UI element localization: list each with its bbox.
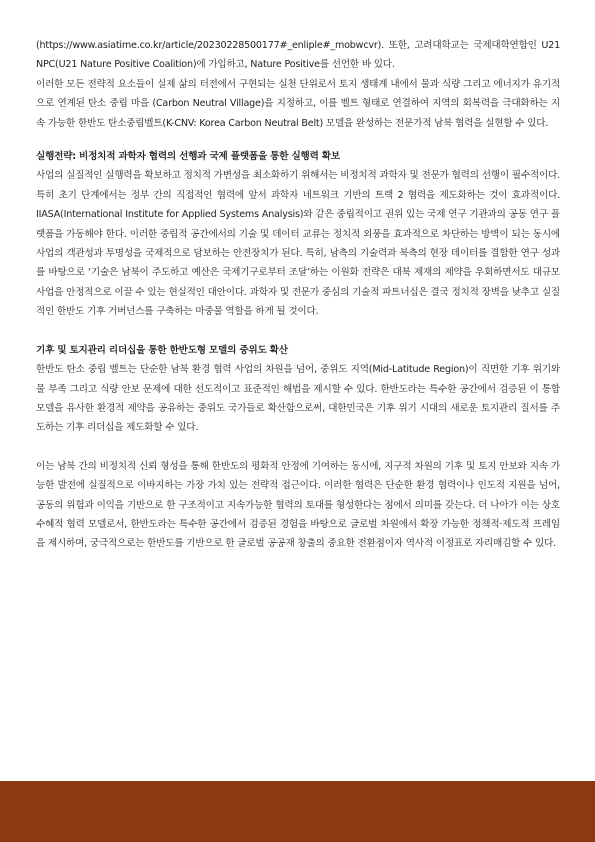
intro-paragraph-2: 이러한 모든 전략적 요소들이 실제 삶의 터전에서 구현되는 실천 단위로서 토지 생태계 내에서 물과 식량 그리고 에너지가 유기적으로 연계된 탄소 중립 마을 (Carbon Neutral Village)을 지정하고, 이를 벨트 형태로 연결하여 지역의 회복력을 극대화하는 지속 가능한 한반도 탄소중립벨트(K-CNV: Korea Carbon Neutral Belt) 모델을 완성하는 전문가적 남북 협력을 실현할 수 있다. [36, 78, 560, 129]
section-heading-strategy: 실행전략: 비정치적 과학자 협력의 선행과 국제 플랫폼을 통한 실행력 확보 [36, 151, 340, 163]
section-heading-leadership: 기후 및 토지관리 리더십을 통한 한반도형 모델의 중위도 확산 [36, 344, 288, 356]
conclusion-paragraph: 이는 남북 간의 비정치적 신뢰 형성을 통해 한반도의 평화적 안정에 기여하는 동시에, 지구적 차원의 기후 및 토지 안보와 지속 가능한 발전에 실질적으로 이바지하는 가장 가치 있는 전략적 접근이다. 이러한 협력은 단순한 환경 협력이나 인도적 지원을 넘어, 공동의 위험과 이익을 기반으로 한 구조적이고 지속가능한 협력의 토대를 형성한다는 점에서 의미를 갖는다. 더 나아가 이는 상호 수혜적 협력 모델로서, 한반도라는 특수한 공간에서 검증된 경험을 바탕으로 글로벌 차원에서 확장 가능한 정책적·제도적 프레임을 제시하며, 궁극적으로는 한반도를 기반으로 한 글로벌 공공재 창출의 중요한 전환점이자 역사적 이정표로 자리매김할 수 있다. [36, 460, 560, 550]
intro-paragraph-1: (https://www.asiatime.co.kr/article/20230228500177#_enliple#_mobwcvr). 또한, 고려대학교는 국제대학연합인 U21 NPC(U21 Nature Positive Coalition)에 가입하고, Nature Positive를 선언한 바 있다. [36, 40, 560, 71]
footer-band [0, 781, 595, 842]
section-body-leadership: 한반도 탄소 중립 벨트는 단순한 남북 환경 협력 사업의 차원을 넘어, 중위도 지역(Mid-Latitude Region)이 직면한 기후 위기와 물 부족 그리고 식량 안보 문제에 대한 선도적이고 표준적인 해법을 제시할 수 있다. 한반도라는 특수한 공간에서 검증된 이 통합 모델을 유사한 환경적 제약을 공유하는 중위도 국가들로 확산함으로써, 대한민국은 기후 위기 시대의 새로운 토지관리 질서를 주도하는 기후 리더십을 제도화할 수 있다. [36, 364, 560, 434]
section-body-strategy: 사업의 실질적인 실행력을 확보하고 정치적 가변성을 최소화하기 위해서는 비정치적 과학자 및 전문가 협력의 선행이 필수적이다. 특히 초기 단계에서는 정부 간의 직접적인 협력에 앞서 과학자 네트워크 기반의 트랙 2 협력을 제도화하는 것이 효과적이다. IIASA(International Institute for Applied Systems Analysis)와 같은 중립적이고 권위 있는 국제 연구 기관과의 공동 연구 플랫폼을 가동해야 한다. 이러한 중립적 공간에서의 기술 및 데이터 교류는 정치적 외풍을 효과적으로 차단하는 방벽이 되는 동시에 사업의 객관성과 투명성을 국제적으로 담보하는 안전장치가 된다. 특히, 남측의 기술력과 북측의 현장 데이터를 결합한 연구 성과를 바탕으로 ‘기술은 남북이 주도하고 예산은 국제기구로부터 조달’하는 이원화 전략은 대북 제재의 제약을 우회하면서도 대규모 사업을 안정적으로 이끌 수 있는 현실적인 대안이다. 과학자 및 전문가 중심의 기술적 파트너십은 결국 정치적 장벽을 낮추고 실질적인 한반도 기후 거버넌스를 구축하는 마중물 역할을 하게 될 것이다. [36, 170, 560, 318]
document-body [36, 36, 560, 554]
